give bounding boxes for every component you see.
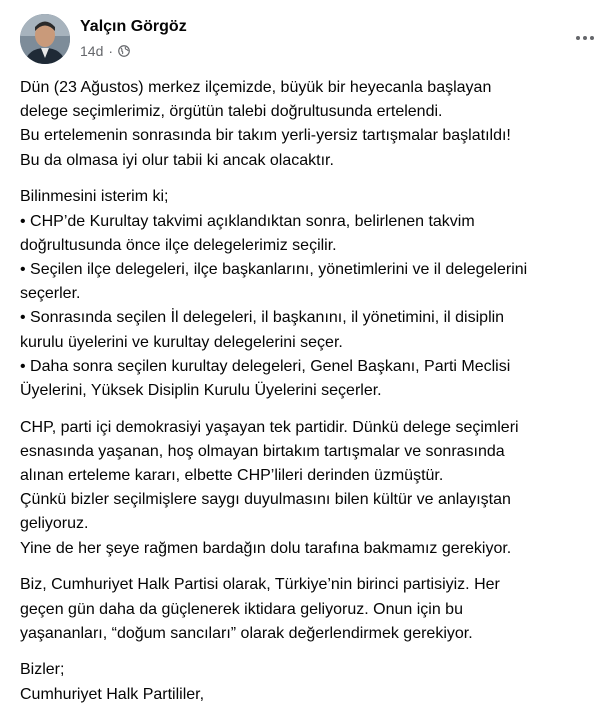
meta-separator: ·	[108, 43, 114, 59]
post-text-line: doğrultusunda önce ilçe delegelerimiz seçilir.	[20, 236, 337, 254]
post-text-line: esnasında yaşanan, hoş olmayan birtakım tartışmalar ve sonrasında	[20, 442, 505, 460]
post-text-line: kurulu üyelerini ve kurultay delegelerini seçer.	[20, 333, 343, 351]
post-paragraph	[20, 185, 604, 403]
post-text-line: • Daha sonra seçilen kurultay delegeleri, Genel Başkanı, Parti Meclisi	[20, 357, 511, 375]
post-text-line: Yine de her şeye rağmen bardağın dolu tarafına bakmamız gerekiyor.	[20, 539, 512, 557]
post-text-line: Biz, Cumhuriyet Halk Partisi olarak, Türkiye’nin birinci partisiyiz. Her	[20, 576, 500, 594]
avatar-photo	[20, 14, 70, 64]
post-time[interactable]: 14d	[80, 43, 104, 59]
post-text-line: alınan erteleme kararı, elbette CHP’lileri derinden üzmüştür.	[20, 467, 444, 485]
more-options-icon[interactable]	[570, 26, 600, 50]
post-text-line: geliyoruz.	[20, 515, 89, 533]
post-text-line: Çünkü bizler seçilmişlere saygı duyulmasını bilen kültür ve anlayıştan	[20, 491, 511, 509]
post-text-line: Dün (23 Ağustos) merkez ilçemizde, büyük bir heyecanla başlayan	[20, 79, 492, 96]
post-text-line: delege seçimlerimiz, örgütün talebi doğrultusunda ertelendi.	[20, 103, 443, 121]
post-text-line: yaşananları, “doğum sancıları” olarak değerlendirmek gerekiyor.	[20, 624, 473, 642]
post-header	[20, 14, 610, 66]
post-text-line: • Sonrasında seçilen İl delegeleri, il başkanını, il yönetimini, il disiplin	[20, 309, 505, 327]
post-text-line: • Seçilen ilçe delegeleri, ilçe başkanlarını, yönetimlerini ve il delegelerini	[20, 260, 528, 278]
post-text-line: geçen gün daha da güçlenerek iktidara geliyoruz. Onun için bu	[20, 600, 463, 618]
post-paragraph	[20, 76, 604, 173]
post-text-line: Bu da olmasa iyi olur tabii ki ancak olacaktır.	[20, 151, 334, 169]
post-text-line: • CHP’de Kurultay takvimi açıklandıktan sonra, belirlenen takvim	[20, 212, 475, 230]
post-meta	[80, 43, 130, 59]
post-text-line: seçerler.	[20, 285, 81, 303]
post-text-line: Bu ertelemenin sonrasında bir takım yerli-yersiz tartışmalar başlatıldı!	[20, 127, 511, 145]
post-text-line: Bilinmesini isterim ki;	[20, 188, 169, 206]
globe-icon[interactable]	[118, 45, 130, 57]
post-text-line: Bizler;	[20, 661, 65, 679]
post-text-line: Üyelerini, Yüksek Disiplin Kurulu Üyelerini seçerler.	[20, 381, 382, 399]
avatar[interactable]	[20, 14, 70, 64]
author-name[interactable]: Yalçın Görgöz	[80, 18, 187, 35]
post-text-line: Cumhuriyet Halk Partililer,	[20, 685, 205, 703]
post-text-line: CHP, parti içi demokrasiyi yaşayan tek partidir. Dünkü delege seçimleri	[20, 418, 519, 436]
post-text	[20, 76, 604, 719]
post-paragraph	[20, 658, 604, 706]
post-paragraph	[20, 573, 604, 646]
post-paragraph	[20, 416, 604, 561]
